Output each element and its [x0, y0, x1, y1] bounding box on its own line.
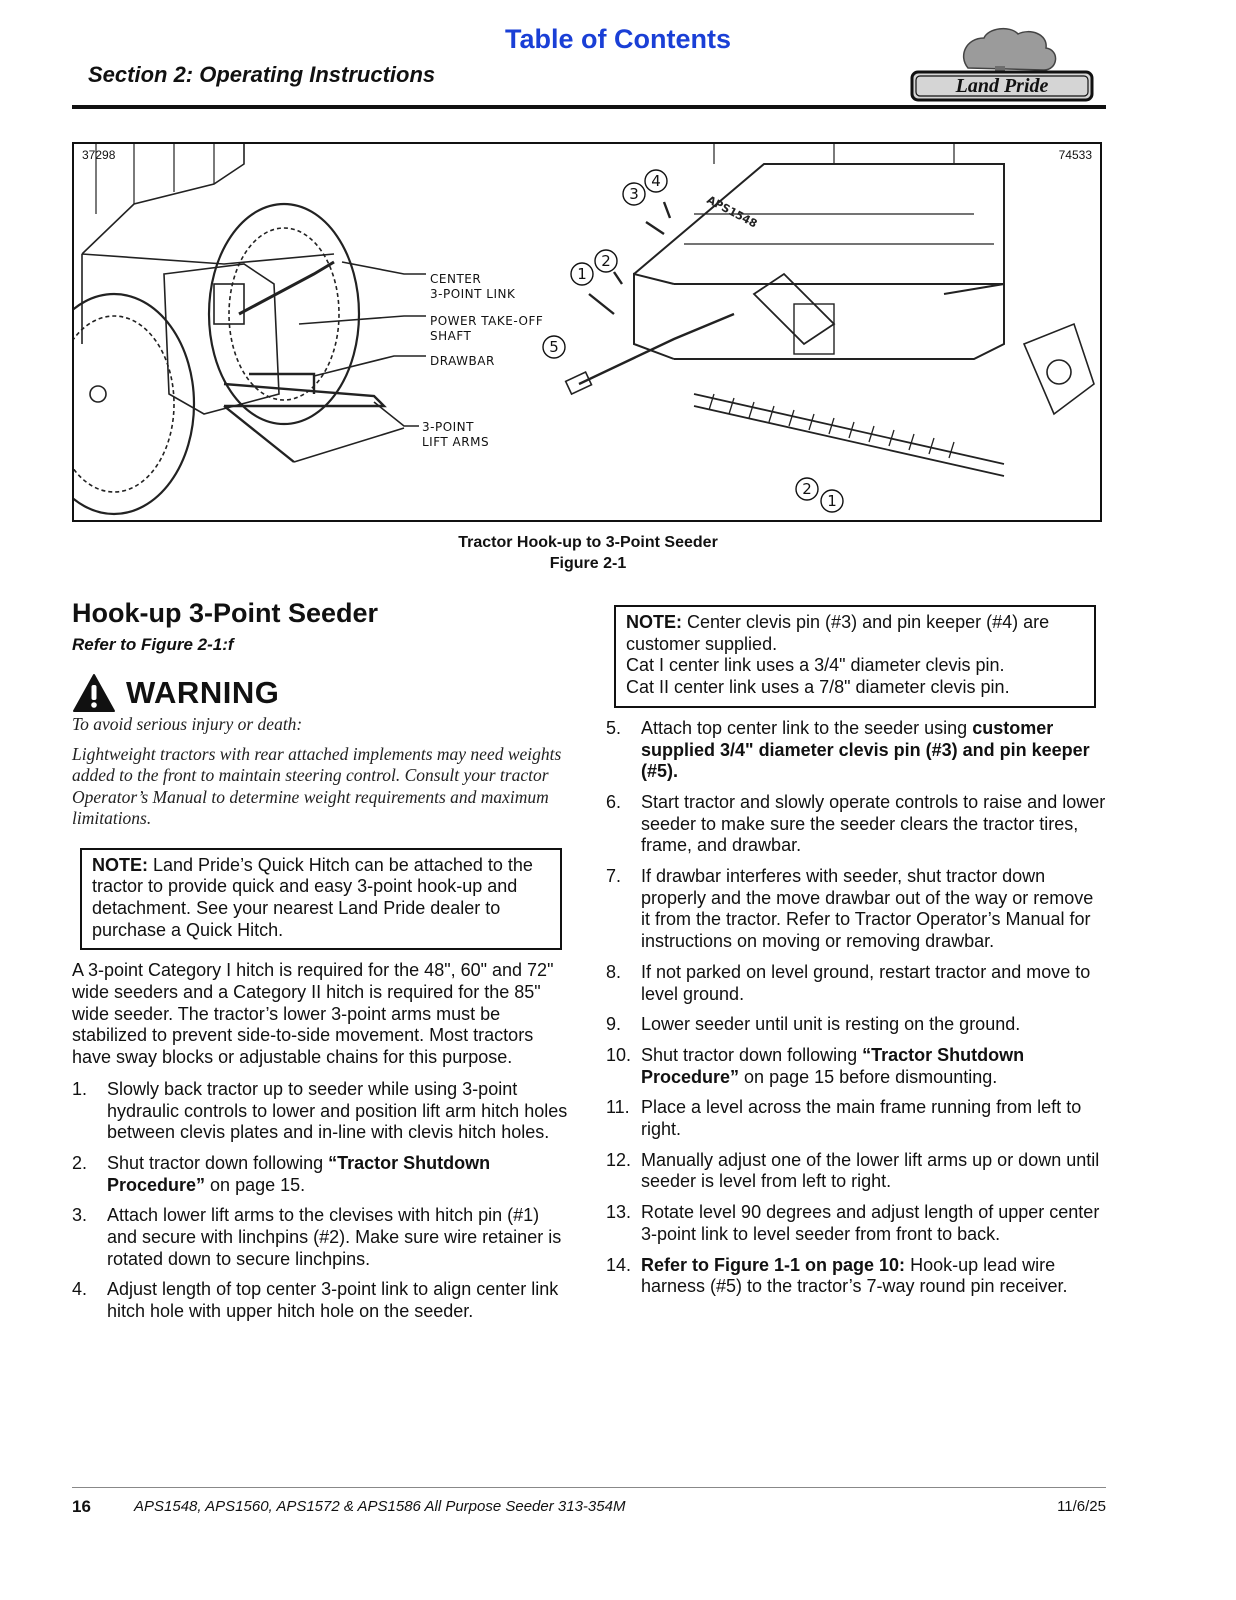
callout-pto-shaft: POWER TAKE-OFF SHAFT	[430, 314, 544, 343]
header-rule	[72, 105, 1106, 109]
part-number-1-lower: 1	[827, 492, 837, 510]
part-number-1: 1	[577, 265, 587, 283]
clevis-pin-note: NOTE: Center clevis pin (#3) and pin keeper (#4) are customer supplied. Cat I center link uses a 3/4" diameter clevis pin. Cat II center link uses a 7/8" diameter clevis pin.	[614, 605, 1096, 708]
warning-triangle-icon	[72, 673, 116, 713]
revision-date: 11/6/25	[1057, 1498, 1106, 1515]
list-item: 1. Slowly back tractor up to seeder while using 3-point hydraulic controls to lower and position lift arm hitch holes between clevis plates and in-line with clevis hitch holes.	[72, 1078, 568, 1143]
steps-list-left	[72, 1079, 572, 1323]
warning-body: Lightweight tractors with rear attached implements may need weights added to the front to maintain steering control. Consult your tractor Operator’s Manual to determine weight requirements and maximum limitations.	[72, 743, 562, 828]
table-of-contents-link[interactable]: Table of Contents	[505, 24, 731, 54]
list-item: 11. Place a level across the main frame running from left to right.	[606, 1097, 1082, 1140]
logo-text: Land Pride	[955, 75, 1049, 97]
land-pride-logo	[906, 26, 1098, 108]
footer-rule	[72, 1487, 1106, 1488]
quick-hitch-note	[80, 848, 562, 951]
figure-number: Figure 2-1	[549, 555, 627, 572]
list-item: 8. If not parked on level ground, restart tractor and move to level ground.	[606, 961, 1091, 1004]
left-column	[72, 598, 572, 1332]
page-number: 16	[72, 1497, 91, 1516]
list-item: 4. Adjust length of top center 3-point link to align center link hitch hole with upper hitch hole on the seeder.	[72, 1279, 559, 1322]
document-title: APS1548, APS1560, APS1572 & APS1586 All Purpose Seeder 313-354M	[134, 1498, 626, 1515]
list-item: 14. Refer to Figure 1-1 on page 10: Hook-up lead wire harness (#5) to the tractor’s 7-way round pin receiver.	[606, 1254, 1068, 1297]
section-title: Section 2: Operating Instructions	[88, 62, 436, 87]
note-label: NOTE:	[92, 854, 148, 875]
part-number-2-lower: 2	[802, 480, 812, 498]
steps-list-right	[606, 718, 1106, 1298]
part-number-3: 3	[629, 185, 639, 203]
warning-label: WARNING	[126, 675, 280, 710]
hitch-requirement-paragraph: A 3-point Category I hitch is required for the 48", 60" and 72" wide seeders and a Category II hitch is required for the 85" wide seeder. The tractor’s lower 3-point arms must be stabilized to prevent side-to-side movement. Most tractors have sway blocks or adjustable chains for this purpose.	[72, 960, 554, 1068]
part-number-5: 5	[549, 338, 559, 356]
right-column	[606, 605, 1106, 1307]
figure-reference: Refer to Figure 2-1:f	[72, 635, 234, 654]
warning-intro: To avoid serious injury or death:	[72, 714, 303, 734]
figure-tractor-hookup	[72, 142, 1102, 522]
list-item: 7. If drawbar interferes with seeder, shut tractor down properly and the move drawbar out of the way or remove it from the tractor. Refer to Tractor Operator’s Manual for instructions on moving or removing drawbar.	[606, 866, 1094, 952]
callout-drawbar: DRAWBAR	[430, 354, 495, 368]
note-text: Land Pride’s Quick Hitch can be attached to the tractor to provide quick and easy 3-point hook-up and detachment. See your nearest Land Pride dealer to purchase a Quick Hitch.	[92, 854, 533, 940]
callout-center-link: CENTER 3-POINT LINK	[430, 272, 516, 301]
callout-lift-arms: 3-POINT LIFT ARMS	[422, 420, 490, 449]
part-number-4: 4	[651, 172, 661, 190]
list-item: 13. Rotate level 90 degrees and adjust length of upper center 3-point link to level seeder from front to back.	[606, 1202, 1100, 1244]
section-heading: Hook-up 3-Point Seeder	[72, 598, 379, 628]
figure-caption: Tractor Hook-up to 3-Point Seeder	[458, 534, 718, 551]
list-item: 2. Shut tractor down following “Tractor Shutdown Procedure” on page 15.	[72, 1152, 491, 1195]
list-item: 10. Shut tractor down following “Tractor Shutdown Procedure” on page 15 before dismounting.	[606, 1044, 1025, 1087]
figure-id-right: 74533	[1058, 148, 1092, 162]
tractor-seeder-illustration	[74, 144, 1100, 520]
part-number-2: 2	[601, 252, 611, 270]
list-item: 3. Attach lower lift arms to the clevises with hitch pin (#1) and secure with linchpins (#2). Make sure wire retainer is rotated down to secure linchpins.	[72, 1205, 562, 1269]
note-label: NOTE:	[626, 612, 682, 632]
list-item: 12. Manually adjust one of the lower lift arms up or down until seeder is level from left to right.	[606, 1149, 1100, 1192]
figure-id-left: 37298	[82, 148, 116, 162]
list-item: 9. Lower seeder until unit is resting on the ground.	[606, 1014, 1021, 1035]
list-item: 6. Start tractor and slowly operate controls to raise and lower seeder to make sure the seeder clears the tractor tires, frame, and drawbar.	[606, 791, 1106, 856]
warning-header	[72, 673, 572, 713]
model-plate: APS1548	[704, 193, 760, 231]
list-item: 5. Attach top center link to the seeder using customer supplied 3/4" diameter clevis pin (#3) and pin keeper (#5).	[606, 717, 1090, 782]
